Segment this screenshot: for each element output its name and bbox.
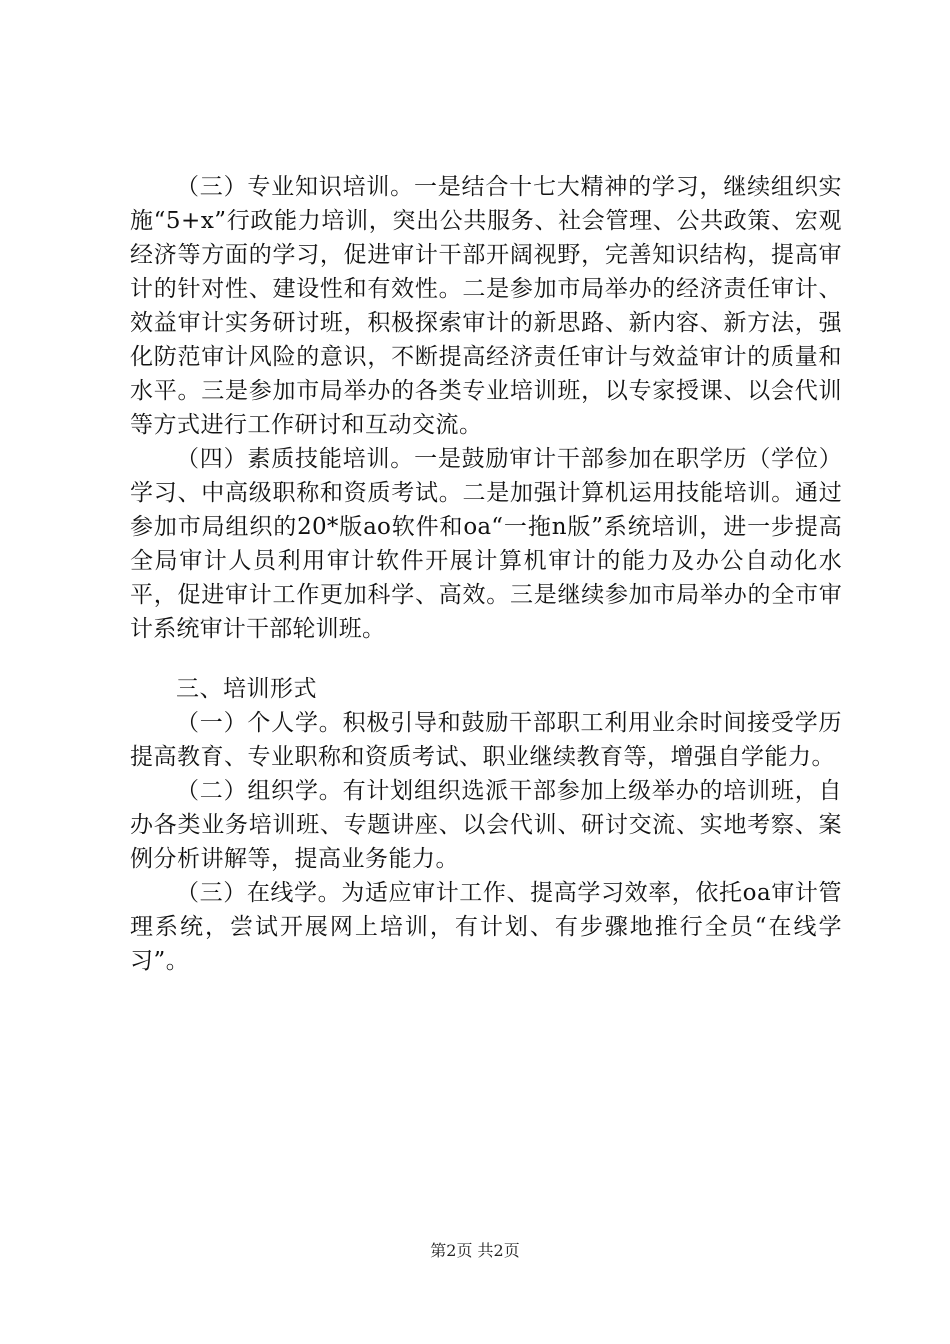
paragraph-professional-training: （三）专业知识培训。一是结合十七大精神的学习，继续组织实施“5+x”行政能力培训，突出公共服务、社会管理、公共政策、宏观经济等方面的学习，促进审计干部开阔视野，完善知识结构，提高审计的针对性、建设性和有效性。二是参加市局举办的经济责任审计、效益审计实务研讨班，积极探索审计的新思路、新内容、新方法，强化防范审计风险的意识，不断提高经济责任审计与效益审计的质量和水平。三是参加市局举办的各类专业培训班，以专家授课、以会代训等方式进行工作研讨和互动交流。 — [130, 174, 842, 438]
paragraph-online-study: （三）在线学。为适应审计工作、提高学习效率，依托oa审计管理系统，尝试开展网上培训，有计划、有步骤地推行全员“在线学习”。 — [130, 880, 842, 974]
section-heading-training-forms: 三、培训形式 — [176, 676, 317, 702]
paragraph-individual-study: （一）个人学。积极引导和鼓励干部职工利用业余时间接受学历提高教育、专业职称和资质考试、职业继续教育等，增强自学能力。 — [130, 710, 842, 770]
page-number-footer: 第2页 共2页 — [430, 1241, 520, 1260]
document-body — [130, 170, 842, 978]
section-spacer — [130, 646, 842, 672]
paragraph-skills-training: （四）素质技能培训。一是鼓励审计干部参加在职学历（学位）学习、中高级职称和资质考试。二是加强计算机运用技能培训。通过参加市局组织的20*版ao软件和oa“一拖n版”系统培训，进一步提高全局审计人员利用审计软件开展计算机审计的能力及办公自动化水平，促进审计工作更加科学、高效。三是继续参加市局举办的全市审计系统审计干部轮训班。 — [130, 446, 842, 642]
paragraph-organized-study: （二）组织学。有计划组织选派干部参加上级举办的培训班，自办各类业务培训班、专题讲座、以会代训、研讨交流、实地考察、案例分析讲解等，提高业务能力。 — [130, 778, 842, 872]
